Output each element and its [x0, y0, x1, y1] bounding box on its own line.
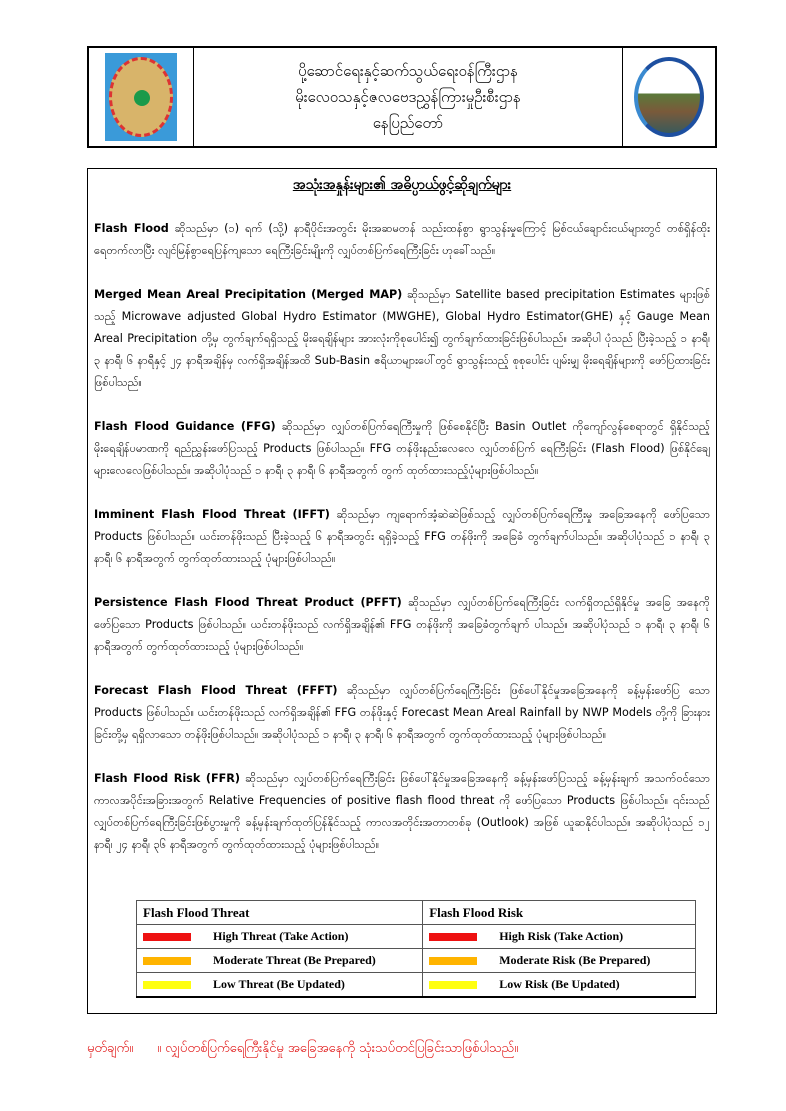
footer-note [87, 1040, 542, 1059]
color-swatch [429, 981, 477, 989]
letterhead [87, 46, 717, 148]
legend-risk-label: High Risk (Take Action) [499, 929, 624, 943]
definitions-list [88, 218, 716, 856]
color-swatch [143, 933, 191, 941]
definition-paragraph [94, 218, 710, 262]
color-swatch [143, 957, 191, 965]
definition-text: ဆိုသည်မှာ ကျရောက်အံ့ဆဲဆဲဖြစ်သည့် လျှပ်တစ်ပြက်ရေကြီးမှု အခြေအနေကို ဖော်ပြသော Products ဖြစ်ပါသည်။ ယင်းတန်ဖိုးသည် ပြီးခဲ့သည့် ၆ နာရီအတွင်း ရရှိခဲ့သည့် FFG တန်ဖိုးကို အခြေခံ တွက်ချက်ပါသည်။ အဆိုပါပုံသည် ၁ နာရီ၊ ၃ နာရီ၊ ၆ နာရီအတွက် တွက်ထုတ်ထားသည့် ပုံများဖြစ်ပါသည်။ [94, 508, 710, 565]
definition-paragraph [94, 416, 710, 482]
legend-threat-cell [137, 973, 423, 998]
legend-threat-label: Low Threat (Be Updated) [213, 977, 345, 991]
color-swatch [429, 933, 477, 941]
definition-paragraph [94, 284, 710, 394]
legend-table [136, 900, 696, 998]
letterhead-title [194, 48, 623, 146]
legend-header-row [137, 901, 696, 925]
legend-row [137, 949, 696, 973]
legend-threat-cell [137, 925, 423, 949]
left-logo-cell [89, 48, 194, 146]
page-title: အသုံးအနှုန်းများ၏ အဓိပ္ပာယ်ဖွင့်ဆိုချက်များ [292, 177, 512, 193]
note-text: ။ လျှပ်တစ်ပြက်ရေကြီးနိုင်မှု အခြေအနေကို သုံးသပ်တင်ပြခြင်းသာဖြစ်ပါသည်။ [157, 1041, 519, 1056]
note-label: မှတ်ချက်။ [87, 1041, 134, 1056]
definition-text: ဆိုသည်မှာ လျှပ်တစ်ပြက်ရေကြီးခြင်း ဖြစ်ပေါ်နိုင်မှုအခြေအနေကို ခန့်မှန်းဖော်ပြသည့် ခန့်မှန်းချက် အသက်ဝင်သော ကာလအပိုင်းအခြားအတွက် Relative Frequencies of positive flash flood threat ကို ဖော်ပြသော Products ဖြစ်ပါသည်။ ၎င်းသည် လျှပ်တစ်ပြက်ရေကြီးခြင်းဖြစ်ပွားမှုကို ခန့်မှန်းချက်ထုတ်ပြန်နိုင်သည့် ကာလအတိုင်းအတာတစ်ခု (Outlook) အဖြစ် ယူဆနိုင်ပါသည်။ အဆိုပါပုံသည် ၁၂ နာရီ၊ ၂၄ နာရီ၊ ၃၆ နာရီအတွက် တွက်ထုတ်ထားသည့် ပုံများဖြစ်ပါသည်။ [94, 772, 710, 851]
definition-paragraph [94, 504, 710, 570]
department-name: မိုးလေဝသနှင့်ဇလဗေဒညွှန်ကြားမှုဦးစီးဌာန [295, 88, 521, 106]
legend-threat-label: Moderate Threat (Be Prepared) [213, 953, 376, 967]
definition-term: Forecast Flash Flood Threat (FFFT) [94, 684, 338, 697]
definition-term: Persistence Flash Flood Threat Product (PFFT) [94, 596, 402, 609]
definition-term: Merged Mean Areal Precipitation (Merged MAP) [94, 288, 403, 301]
legend-threat-label: High Threat (Take Action) [213, 929, 349, 943]
definition-text: ဆိုသည်မှာ လျှပ်တစ်ပြက်ရေကြီးခြင်း ဖြစ်ပေါ်နိုင်မှုအခြေအနေကို ခန့်မှန်းဖော်ပြ သော Products ဖြစ်ပါသည်။ ယင်းတန်ဖိုးသည် လက်ရှိအချိန်၏ FFG တန်ဖိုးနှင့် Forecast Mean Areal Rainfall by NWP Models တို့ကို ခြားနားခြင်းတို့မှ ရရှိလာသော တန်ဖိုးဖြစ်ပါသည်။ အဆိုပါပုံသည် ၁ နာရီ၊ ၃ နာရီ၊ ၆ နာရီအတွက် တွက်ထုတ်ထားသည့် ပုံများဖြစ်ပါသည်။ [94, 684, 710, 741]
threat-header: Flash Flood Threat [137, 901, 423, 925]
definitions-box [87, 168, 717, 1014]
definition-paragraph [94, 592, 710, 658]
definition-text: ဆိုသည်မှာ လျှပ်တစ်ပြက်ရေကြီးမှုကို ဖြစ်စေနိုင်ပြီး Basin Outlet ကိုကျော်လွန်စေရာတွင် ရှိနိုင်သည့် မိုးရေချိန်ပမာဏကို ရည်ညွှန်းဖော်ပြသည့် Products ဖြစ်ပါသည်။ FFG တန်ဖိုးနည်းလေလေ လျှပ်တစ်ပြက် ရေကြီးခြင်း (Flash Flood) ဖြစ်နိုင်ချေ များလေလေဖြစ်ပါသည်။ အဆိုပါပုံသည် ၁ နာရီ၊ ၃ နာရီ၊ ၆ နာရီအတွက် တွက် ထုတ်ထားသည့်ပုံများဖြစ်ပါသည်။ [94, 420, 710, 477]
definition-text: ဆိုသည်မှာ လျှပ်တစ်ပြက်ရေကြီးခြင်း လက်ရှိတည်ရှိနိုင်မှု အခြေ အနေကို ဖော်ပြသော Products ဖြစ်ပါသည်။ ယင်းတန်ဖိုးသည် လက်ရှိအချိန်၏ FFG တန်ဖိုးကို အခြေခံတွက်ချက် ပါသည်။ အဆိုပါပုံသည် ၁ နာရီ၊ ၃ နာရီ၊ ၆ နာရီအတွက် တွက်ထုတ်ထားသည့် ပုံများဖြစ်ပါသည်။ [94, 596, 710, 653]
ministry-name: ပို့ဆောင်ရေးနှင့်ဆက်သွယ်ရေးဝန်ကြီးဌာန [298, 62, 518, 80]
legend-risk-label: Moderate Risk (Be Prepared) [499, 953, 651, 967]
definition-term: Imminent Flash Flood Threat (IFFT) [94, 508, 330, 521]
city-name: နေပြည်တော် [372, 114, 444, 132]
definition-term: Flash Flood Risk (FFR) [94, 772, 241, 785]
legend-row [137, 973, 696, 998]
legend-risk-cell [423, 925, 696, 949]
legend-risk-cell [423, 973, 696, 998]
definition-text: ဆိုသည်မှာ (၁) ရက် (သို့) နာရီပိုင်းအတွင်း မိုးအဆမတန် သည်းထန်စွာ ရွာသွန်းမှုကြောင့် မြစ်ငယ်ချောင်းငယ်များတွင် တစ်ရှိန်ထိုးရေတက်လာပြီး လျင်မြန်စွာရေပြန်ကျသော ရေကြီးခြင်းမျိုးကို လျှပ်တစ်ပြက်ရေကြီးခြင်း ဟုခေါ်သည်။ [94, 222, 710, 257]
legend-threat-cell [137, 949, 423, 973]
definition-text: ဆိုသည်မှာ Satellite based precipitation Estimates များဖြစ်သည့် Microwave adjusted Global Hydro Estimator (MWGHE), Global Hydro Estimator(GHE) နှင့် Gauge Mean Areal Precipitation တို့မှ တွက်ချက်ရရှိသည့် မိုးရေချိန်များ အားလုံးကိုစုပေါင်း၍ တွက်ချက်ထားခြင်းဖြစ်ပါသည်။ အဆိုပါ ပုံသည် ပြီးခဲ့သည့် ၁ နာရီ၊ ၃ နာရီ၊ ၆ နာရီနှင့် ၂၄ နာရီအချိန်မှ လက်ရှိအချိန်အထိ Sub-Basin ဧရိယာများပေါ်တွင် ရွာသွန်းသည့် စုစုပေါင်း ပျမ်းမျှ မိုးရေချိန်များကို ဖော်ပြထားခြင်းဖြစ်ပါသည်။ [94, 288, 710, 389]
definition-term: Flash Flood Guidance (FFG) [94, 420, 276, 433]
color-swatch [429, 957, 477, 965]
hydrological-cycle-logo [634, 57, 704, 137]
definition-term: Flash Flood [94, 222, 169, 235]
legend-row [137, 925, 696, 949]
risk-header: Flash Flood Risk [423, 901, 696, 925]
right-logo-cell [623, 48, 715, 146]
legend-risk-cell [423, 949, 696, 973]
definition-paragraph [94, 680, 710, 746]
color-swatch [143, 981, 191, 989]
definition-paragraph [94, 768, 710, 856]
ministry-emblem-logo [105, 53, 177, 141]
emblem-oval [109, 57, 173, 137]
legend-risk-label: Low Risk (Be Updated) [499, 977, 620, 991]
